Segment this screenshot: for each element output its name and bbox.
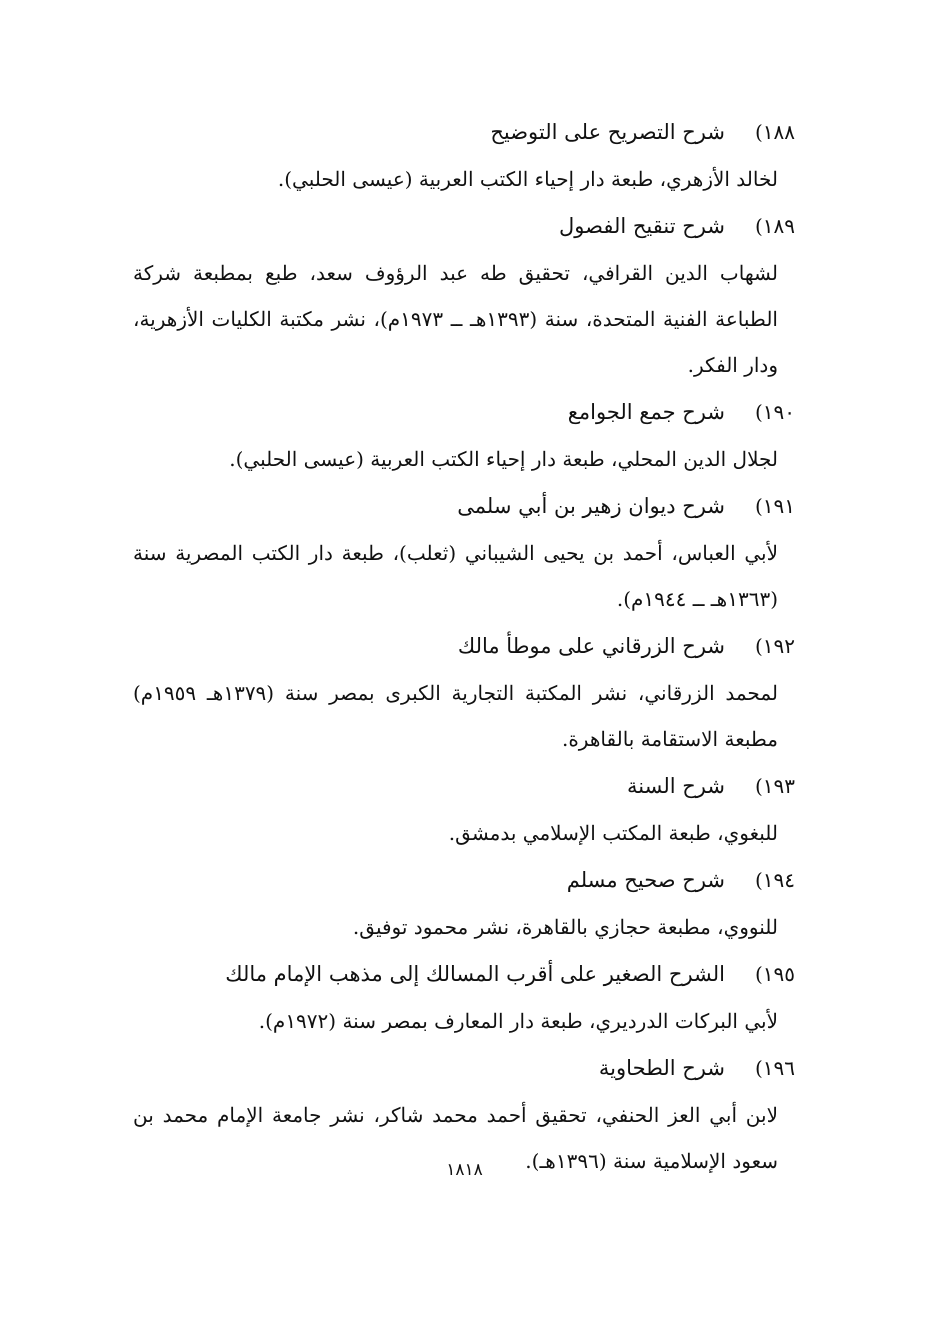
- entry-description: للنووي، مطبعة حجازي بالقاهرة، نشر محمود توفيق.: [352, 915, 778, 939]
- entry-title: شرح الطحاوية: [598, 1056, 725, 1080]
- entry-heading: [133, 622, 795, 670]
- bibliography-entry: [133, 202, 795, 388]
- bibliography-entry: [133, 856, 795, 950]
- page-number: ١٨١٨: [446, 1160, 483, 1180]
- entry-heading: [133, 1044, 795, 1092]
- entry-number: ١٩٣): [754, 774, 795, 798]
- entry-description: للبغوي، طبعة المكتب الإسلامي بدمشق.: [448, 821, 778, 845]
- bibliography-entry: [133, 482, 795, 622]
- entry-title: شرح جمع الجوامع: [567, 400, 725, 424]
- entry-title: شرح الزرقاني على موطأ مالك: [457, 634, 725, 658]
- entry-heading: [133, 856, 795, 904]
- entry-description: لمحمد الزرقاني، نشر المكتبة التجارية الكبرى بمصر سنة (١٣٧٩هـ ١٩٥٩م) مطبعة الاستقامة بالقاهرة.: [133, 681, 779, 751]
- entry-heading: [133, 388, 795, 436]
- bibliography-list: [133, 108, 795, 1184]
- entry-description: لخالد الأزهري، طبعة دار إحياء الكتب العربية (عيسى الحلبي).: [277, 167, 778, 191]
- entry-description: لجلال الدين المحلي، طبعة دار إحياء الكتب العربية (عيسى الحلبي).: [229, 447, 778, 471]
- entry-description: لأبي البركات الدرديري، طبعة دار المعارف بمصر سنة (١٩٧٢م).: [258, 1009, 778, 1033]
- entry-description: لشهاب الدين القرافي، تحقيق طه عبد الرؤوف سعد، طبع بمطبعة شركة الطباعة الفنية المتحدة، سنة (١٣٩٣هـ ــ ١٩٧٣م)، نشر مكتبة الكليات الأزهرية، ودار الفكر.: [133, 261, 778, 377]
- entry-number: ١٩٥): [754, 962, 795, 986]
- bibliography-entry: [133, 762, 795, 856]
- entry-description: لأبي العباس، أحمد بن يحيى الشيباني (ثعلب)، طبعة دار الكتب المصرية سنة (١٣٦٣هـ ــ ١٩٤٤م).: [133, 541, 778, 611]
- entry-number: ١٩٤): [754, 868, 795, 892]
- entry-title: شرح التصريح على التوضيح: [490, 120, 725, 144]
- entry-title: الشرح الصغير على أقرب المسالك إلى مذهب الإمام مالك: [225, 962, 725, 986]
- entry-heading: [133, 950, 795, 998]
- entry-title: شرح ديوان زهير بن أبي سلمى: [457, 494, 725, 518]
- entry-title: شرح تنقيح الفصول: [559, 214, 725, 238]
- bibliography-entry: [133, 622, 795, 762]
- entry-heading: [133, 108, 795, 156]
- entry-number: ١٨٩): [754, 214, 795, 238]
- entry-number: ١٩٦): [754, 1056, 795, 1080]
- entry-title: شرح صحيح مسلم: [566, 868, 725, 892]
- entry-number: ١٩١): [754, 494, 795, 518]
- entry-heading: [133, 202, 795, 250]
- entry-number: ١٩٠): [754, 400, 795, 424]
- entry-heading: [133, 762, 795, 810]
- bibliography-entry: [133, 950, 795, 1044]
- entry-number: ١٩٢): [754, 634, 795, 658]
- entry-title: شرح السنة: [627, 774, 725, 798]
- entry-heading: [133, 482, 795, 530]
- entry-number: ١٨٨): [754, 120, 795, 144]
- bibliography-entry: [133, 108, 795, 202]
- bibliography-entry: [133, 388, 795, 482]
- entry-description: لابن أبي العز الحنفي، تحقيق أحمد محمد شاكر، نشر جامعة الإمام محمد بن سعود الإسلامية سنة (١٣٩٦هـ).: [133, 1103, 778, 1173]
